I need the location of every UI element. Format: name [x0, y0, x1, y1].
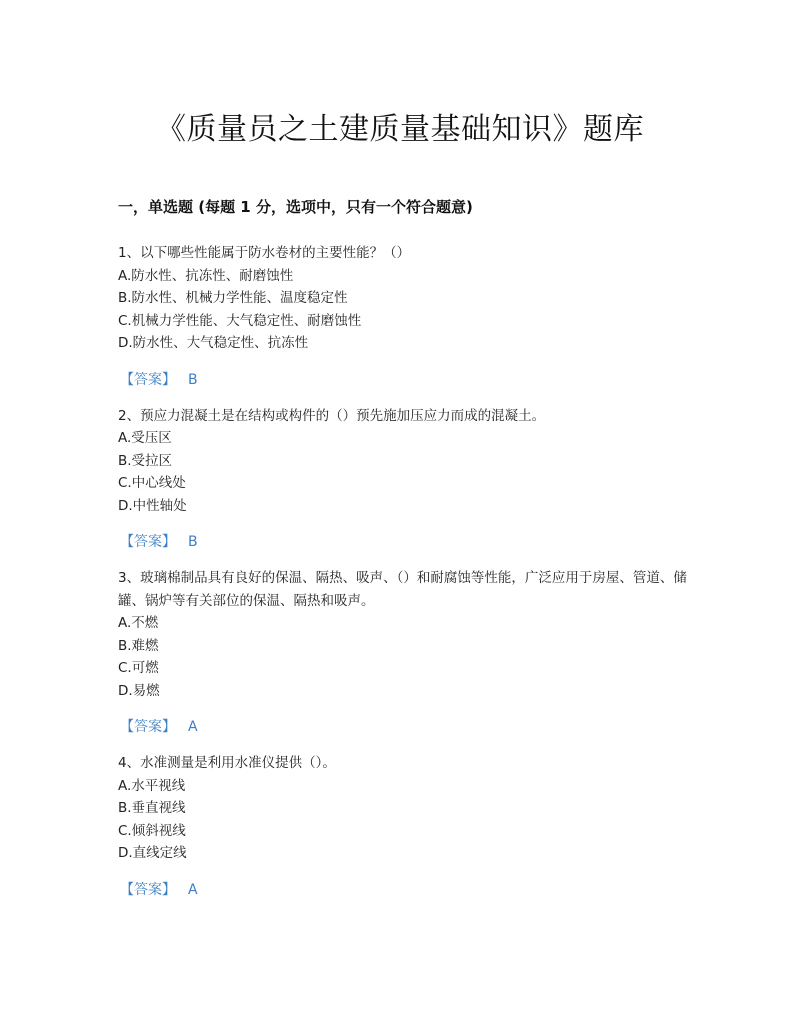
answer-value: B	[188, 534, 198, 550]
option-d: D.中性轴处	[118, 497, 187, 514]
question-stem: 4、水准测量是利用水准仪提供（）。	[118, 755, 336, 771]
option-d: D.直线定线	[118, 845, 187, 861]
answer-line	[118, 879, 698, 901]
answer-line	[118, 716, 698, 738]
answer-label: 【答案】	[120, 534, 176, 550]
option-c: C.中心线处	[118, 475, 186, 491]
option-c: C.倾斜视线	[118, 822, 186, 839]
option-d: D.防水性、大气稳定性、抗冻性	[118, 335, 309, 351]
answer-value: B	[188, 371, 198, 388]
option-a: A.水平视线	[118, 777, 186, 794]
answer-label: 【答案】	[120, 881, 176, 898]
question-2	[118, 405, 698, 554]
question-1	[118, 242, 698, 391]
option-c: C.可燃	[118, 660, 159, 676]
question-3	[118, 567, 698, 738]
answer-value: A	[188, 881, 198, 898]
question-stem: 1、以下哪些性能属于防水卷材的主要性能？（）	[118, 245, 411, 261]
section-heading: 一，单选题 (每题 1 分，选项中，只有一个符合题意)	[118, 198, 473, 216]
question-list	[118, 242, 698, 915]
option-a: A.防水性、抗冻性、耐磨蚀性	[118, 267, 294, 284]
page-title: 《质量员之土建质量基础知识》题库	[156, 112, 644, 147]
option-b: B.防水性、机械力学性能、温度稳定性	[118, 290, 348, 306]
question-stem: 3、玻璃棉制品具有良好的保温、隔热、吸声、（）和耐腐蚀等性能，广泛应用于房屋、管道、储罐、锅炉等有关部位的保温、隔热和吸声。	[118, 570, 687, 609]
option-b: B.垂直视线	[118, 800, 186, 816]
option-a: A.不燃	[118, 615, 159, 631]
answer-value: A	[188, 719, 198, 735]
answer-line	[118, 369, 698, 391]
option-a: A.受压区	[118, 430, 172, 446]
answer-line	[118, 531, 698, 553]
option-c: C.机械力学性能、大气稳定性、耐磨蚀性	[118, 312, 362, 329]
option-d: D.易燃	[118, 682, 160, 699]
option-b: B.受拉区	[118, 452, 173, 469]
question-stem: 2、预应力混凝土是在结构或构件的（）预先施加压应力而成的混凝土。	[118, 407, 546, 424]
question-4	[118, 752, 698, 901]
option-b: B.难燃	[118, 637, 159, 654]
answer-label: 【答案】	[120, 719, 176, 735]
answer-label: 【答案】	[120, 371, 176, 388]
